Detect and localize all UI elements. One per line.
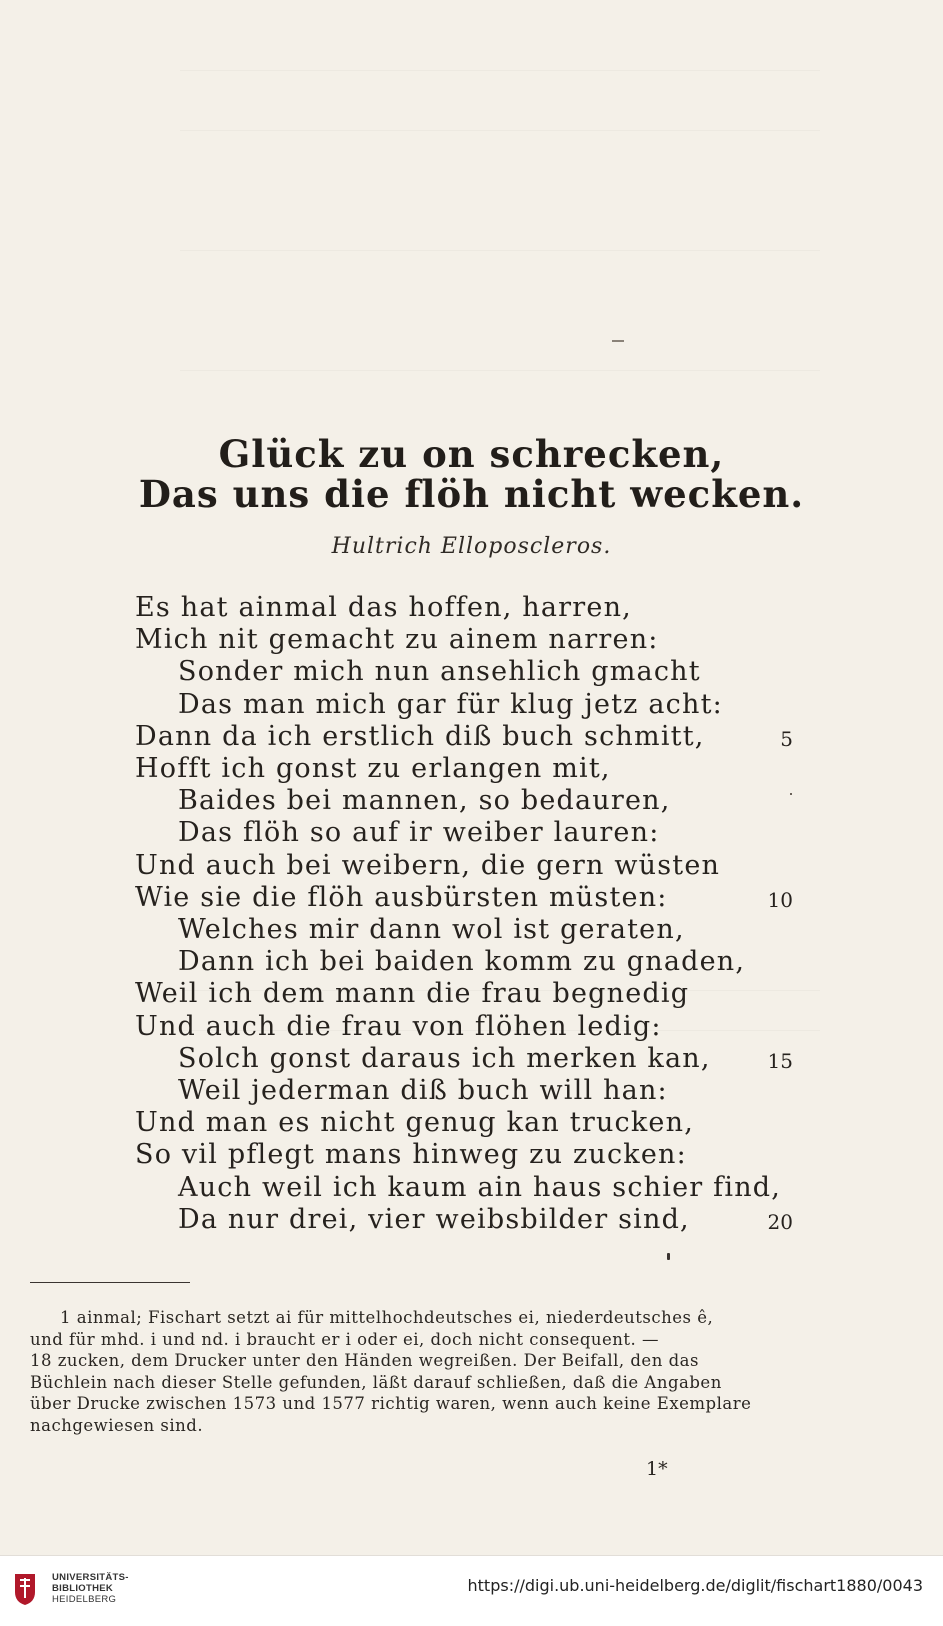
permalink-url[interactable]: https://digi.ub.uni-heidelberg.de/diglit/fischart1880/0043 [467,1576,923,1595]
verse-text: Mich nit gemacht zu ainem narren: [135,624,659,655]
verse-text: Sonder mich nun ansehlich gmacht [178,656,701,687]
verse-text: Weil ich dem mann die frau begnedig [135,978,690,1009]
verse-line [0,1075,943,1107]
verse-line [0,914,943,946]
footnote-line: und für mhd. i und nd. i braucht er i oder ei, doch nicht consequent. — [30,1329,660,1349]
verse-line [0,689,943,721]
verse-line [0,882,943,914]
verse-text: Welches mir dann wol ist geraten, [178,914,685,945]
verse-line [0,1139,943,1171]
verse-line [0,1011,943,1043]
stray-ink-mark [667,1253,670,1260]
verse-text: Baides bei mannen, so bedauren, [178,785,671,816]
footnote-line: Büchlein nach dieser Stelle gefunden, läßt darauf schließen, daß die Angaben [30,1372,722,1392]
line-number: 5 [780,727,793,751]
verse-text: Und man es nicht genug kan trucken, [135,1107,694,1138]
library-name-line-1: UNIVERSITÄTS- [52,1572,129,1583]
verse-line [0,721,943,753]
line-number: 10 [767,888,793,912]
verse-text: Das man mich gar für klug jetz acht: [178,689,723,720]
verse-text: Solch gonst daraus ich merken kan, [178,1043,711,1074]
verse-text: Und auch die frau von flöhen ledig: [135,1011,662,1042]
verse-text: Dann da ich erstlich diß buch schmitt, [135,721,705,752]
verse-line [0,946,943,978]
poem-title-line-2: Das uns die flöh nicht wecken. [138,472,805,516]
verse-text: Hofft ich gonst zu erlangen mit, [135,753,611,784]
library-name-line-3: HEIDELBERG [52,1594,117,1605]
footnote-line: nachgewiesen sind. [30,1415,204,1435]
verse-text: Da nur drei, vier weibsbilder sind, [178,1204,690,1235]
poem-title-line-1: Glück zu on schrecken, [218,432,725,476]
author-name: Hultrich Elloposcleros. [331,534,612,559]
footnote-rule [30,1282,190,1283]
verse-line [0,785,943,817]
verse-text: So vil pflegt mans hinweg zu zucken: [135,1139,687,1170]
verse-text: Dann ich bei baiden komm zu gnaden, [178,946,746,977]
line-number: 15 [767,1049,793,1073]
library-name-line-2: BIBLIOTHEK [52,1583,114,1594]
page-signature: 1* [646,1458,668,1480]
verse-line [0,1107,943,1139]
footnote [30,1307,800,1436]
stray-dash [612,340,624,342]
verse-line [0,753,943,785]
verse-text: Das flöh so auf ir weiber lauren: [178,817,660,848]
verse-line [0,817,943,849]
verse-line [0,978,943,1010]
verse-line [0,1204,943,1236]
verse-line [0,1172,943,1204]
verse-line [0,656,943,688]
library-logo-text[interactable] [52,1572,129,1605]
verse-text: Weil jederman diß buch will han: [178,1075,668,1106]
footnote-line: über Drucke zwischen 1573 und 1577 richtig waren, wenn auch keine Exemplare [30,1394,752,1413]
footnote-line: 18 zucken, dem Drucker unter den Händen wegreißen. Der Beifall, den das [30,1351,699,1370]
verse-text: Wie sie die flöh ausbürsten müsten: [135,882,668,913]
verse-text: Es hat ainmal das hoffen, harren, [135,592,632,623]
verse-line [0,850,943,882]
university-seal-icon [12,1572,38,1606]
verse-line [0,624,943,656]
viewer-footer [0,1555,943,1626]
verse-text: Auch weil ich kaum ain haus schier find, [178,1172,782,1203]
line-number: 20 [767,1210,793,1234]
verse-text: Und auch bei weibern, die gern wüsten [135,850,721,881]
footnote-line: 1 ainmal; Fischart setzt ai für mittelhochdeutsches ei, niederdeutsches ê, [60,1308,714,1327]
verse-line [0,592,943,624]
verse-line [0,1043,943,1075]
stray-dot [790,793,792,795]
